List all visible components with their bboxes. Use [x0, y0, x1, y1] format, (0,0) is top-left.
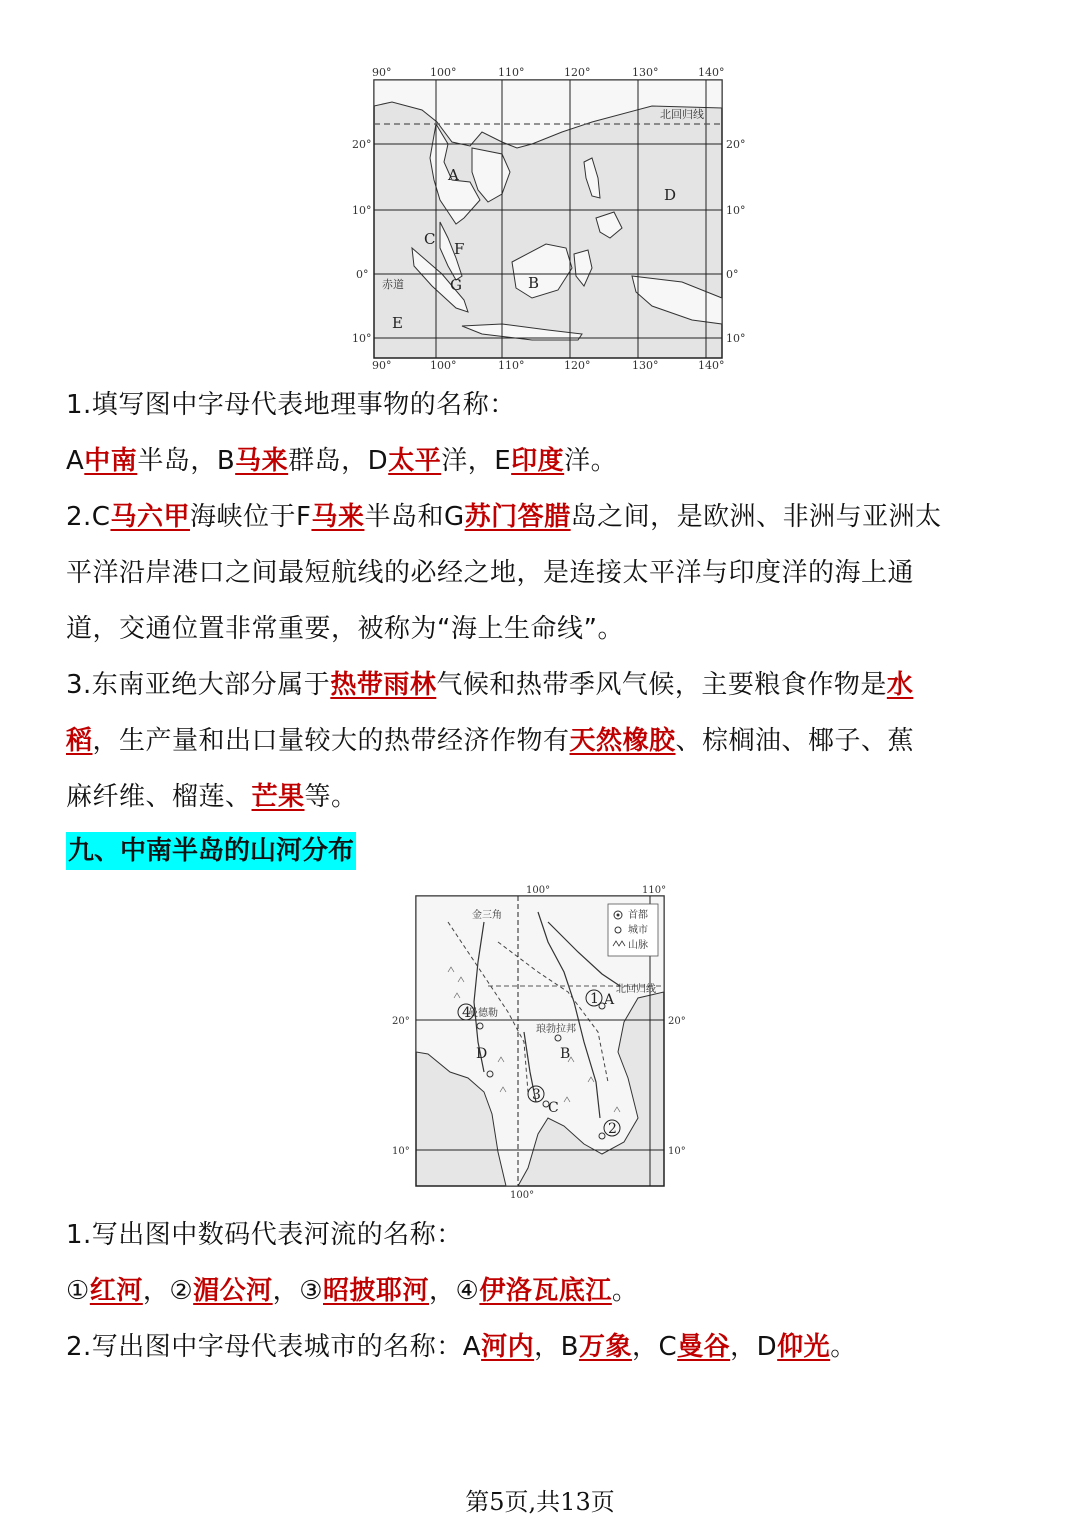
text: ② [169, 1276, 194, 1306]
text: 。 [830, 1332, 857, 1362]
text: 群岛，D [288, 446, 389, 476]
text: 2.C [66, 502, 111, 532]
lon-label: 140° [698, 359, 725, 372]
map-letter-b: B [528, 274, 540, 292]
lon-label: 110° [498, 66, 525, 79]
equator-label: 赤道 [382, 278, 404, 291]
lat-label: 10° [352, 204, 372, 217]
question-2-line-3: 道，交通位置非常重要，被称为“海上生命线”。 [66, 614, 624, 644]
river-number-3: 3 [532, 1087, 541, 1103]
answer-blank: 伊洛瓦底江 [479, 1276, 612, 1306]
answer-blank: 印度 [511, 446, 565, 476]
city-label: 曼德勒 [468, 1008, 498, 1019]
text: ，生产量和出口量较大的热带经济作物有 [92, 726, 570, 756]
lon-label: 100° [510, 1190, 535, 1200]
lat-label: 10° [352, 332, 372, 345]
lat-label: 20° [392, 1016, 410, 1027]
lon-label: 130° [632, 66, 659, 79]
text: ，D [730, 1332, 778, 1362]
question-3-line-2 [66, 724, 914, 758]
answer-blank: 河内 [481, 1332, 535, 1362]
lon-label: 110° [642, 885, 667, 896]
lon-label: 110° [498, 359, 525, 372]
river-number-1: 1 [590, 991, 599, 1007]
text: 2.写出图中字母代表城市的名称：A [66, 1332, 482, 1362]
section-heading: 九、中南半岛的山河分布 [66, 832, 356, 870]
text: 洋。 [564, 446, 618, 476]
text: 半岛，B [137, 446, 236, 476]
text: ， [272, 1276, 300, 1306]
text: ① [66, 1276, 90, 1306]
legend-city: 城市 [628, 925, 648, 936]
lon-label: 130° [632, 359, 659, 372]
map-letter-f: F [454, 240, 465, 258]
text: 岛之间，是欧洲、非洲与亚洲太 [570, 502, 942, 532]
map-letter-e: E [392, 314, 403, 332]
page-number: 第5页,共13页 [465, 1488, 615, 1516]
lon-label: 100° [430, 66, 457, 79]
answer-blank: 马六甲 [110, 502, 190, 532]
tropic-label: 北回归线 [616, 984, 656, 995]
answer-blank: 马来 [235, 446, 289, 476]
text: ，C [631, 1332, 678, 1362]
lat-label: 10° [726, 332, 746, 345]
lat-label: 10° [726, 204, 746, 217]
text: 海峡位于F [189, 502, 312, 532]
river-number-2: 2 [608, 1121, 617, 1137]
lon-label: 100° [430, 359, 457, 372]
answer-blank: 红河 [89, 1276, 143, 1306]
answer-blank: 稻 [66, 726, 93, 756]
answer-9-1 [66, 1274, 638, 1308]
lon-label: 90° [372, 66, 392, 79]
tropic-label: 北回归线 [660, 108, 704, 121]
question-9-1: 1.写出图中数码代表河流的名称： [66, 1220, 463, 1250]
lat-label: 20° [352, 138, 372, 151]
text: ，B [534, 1332, 579, 1362]
lon-label: 90° [372, 359, 392, 372]
answer-blank: 湄公河 [193, 1276, 273, 1306]
map-letter-a: A [448, 166, 459, 184]
text: ④ [455, 1276, 480, 1306]
text: 3.东南亚绝大部分属于 [66, 670, 331, 700]
text: ③ [299, 1276, 323, 1306]
text: 洋，E [441, 446, 512, 476]
text: 气候和热带季风气候，主要粮食作物是 [436, 670, 887, 700]
southeast-asia-map [352, 62, 750, 372]
question-2-line-1 [66, 500, 942, 534]
lon-label: 100° [526, 885, 551, 896]
text: ， [142, 1276, 170, 1306]
answer-blank: 中南 [84, 446, 138, 476]
answer-blank: 水 [886, 670, 914, 700]
answer-1 [66, 444, 617, 478]
legend-capital: 首都 [628, 910, 648, 921]
answer-blank: 热带雨林 [330, 670, 437, 700]
text: 麻纤维、榴莲、 [66, 782, 252, 812]
legend-mountain: 山脉 [628, 940, 648, 951]
city-label: 金三角 [472, 910, 502, 921]
map-letter-d: D [476, 1046, 488, 1062]
lat-label: 10° [392, 1146, 410, 1157]
lat-label: 20° [726, 138, 746, 151]
map-letter-c: C [424, 230, 436, 248]
question-9-2 [66, 1330, 857, 1364]
answer-blank: 曼谷 [677, 1332, 731, 1362]
indochina-map [388, 882, 694, 1200]
question-3-line-3 [66, 780, 358, 814]
answer-blank: 苏门答腊 [464, 502, 571, 532]
answer-blank: 昭披耶河 [323, 1276, 430, 1306]
map-letter-c: C [548, 1100, 559, 1116]
text: 半岛和G [364, 502, 465, 532]
text: 、棕榈油、椰子、蕉 [675, 726, 915, 756]
lon-label: 140° [698, 66, 725, 79]
question-3-line-1 [66, 668, 913, 702]
lat-label: 0° [356, 268, 369, 281]
text: ， [429, 1276, 456, 1306]
map-letter-a: A [604, 992, 615, 1008]
text: 等。 [304, 782, 358, 812]
river-number-4: 4 [462, 1005, 471, 1021]
answer-blank: 仰光 [777, 1332, 831, 1362]
answer-blank: 万象 [578, 1332, 632, 1362]
city-label: 琅勃拉邦 [536, 1024, 576, 1035]
answer-blank: 天然橡胶 [569, 726, 676, 756]
question-1: 1.填写图中字母代表地理事物的名称： [66, 390, 516, 420]
map-letter-g: G [450, 276, 462, 294]
lat-label: 0° [726, 268, 739, 281]
map-letter-b: B [560, 1046, 571, 1062]
lon-label: 120° [564, 66, 591, 79]
lat-label: 10° [668, 1146, 686, 1157]
question-2-line-2: 平洋沿岸港口之间最短航线的必经之地，是连接太平洋与印度洋的海上通 [66, 558, 915, 588]
answer-blank: 芒果 [251, 782, 305, 812]
text: A [66, 446, 85, 476]
lon-label: 120° [564, 359, 591, 372]
map-letter-d: D [664, 186, 677, 204]
lat-label: 20° [668, 1016, 686, 1027]
text: 。 [611, 1276, 639, 1306]
answer-blank: 马来 [311, 502, 365, 532]
answer-blank: 太平 [388, 446, 442, 476]
